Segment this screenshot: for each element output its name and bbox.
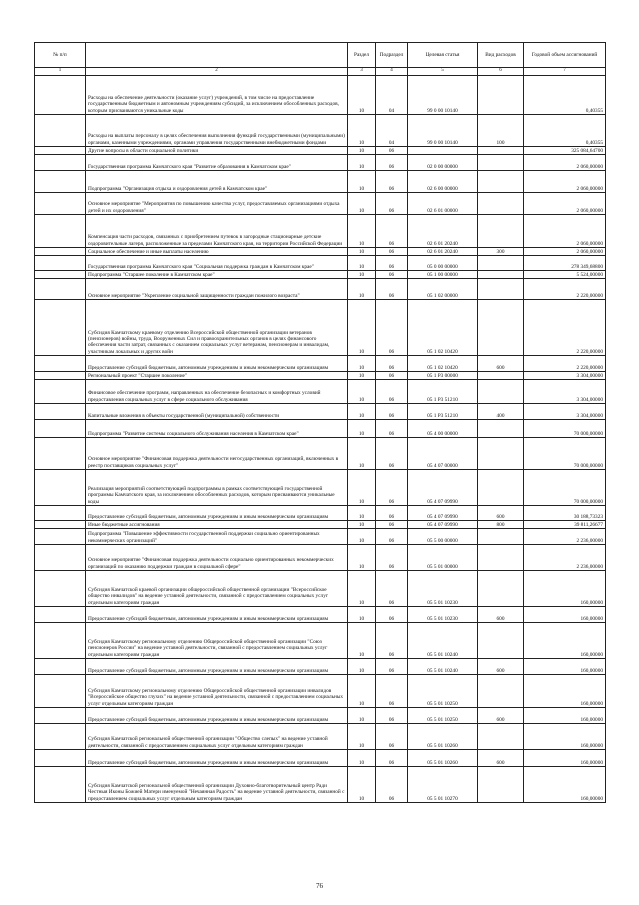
table-row [35, 147, 606, 155]
header-section: Раздел [348, 43, 376, 68]
row-name: Предоставление субсидий бюджетным, автономным учреждениям и иным некоммерческим организациям [86, 708, 348, 724]
row-exptype: 100 [478, 115, 524, 147]
row-target: 99 0 00 10140 [408, 115, 478, 147]
row-subsection: 06 [376, 724, 408, 750]
row-exptype [478, 529, 524, 545]
table-row [35, 76, 606, 115]
row-name: Подпрограмма "Старшее поколение в Камчатском крае" [86, 271, 348, 279]
row-number [35, 724, 86, 750]
row-name: Финансовое обеспечение программ, направленных на обеспечение безопасных и комфортных условий предоставления социальных услуг в сфере социального обслуживания [86, 380, 348, 404]
row-amount: 160,00000 [524, 571, 606, 607]
row-section: 10 [348, 147, 376, 155]
row-section: 10 [348, 372, 376, 380]
row-section: 10 [348, 404, 376, 420]
row-section: 10 [348, 420, 376, 438]
row-amount: 2 220,00000 [524, 300, 606, 356]
row-name: Иные бюджетные ассигнования [86, 521, 348, 529]
row-section: 10 [348, 545, 376, 571]
row-exptype [478, 380, 524, 404]
row-subsection: 04 [376, 76, 408, 115]
row-subsection: 06 [376, 300, 408, 356]
row-target: 02 6 00 00000 [408, 171, 478, 193]
row-subsection: 06 [376, 545, 408, 571]
row-name: Субсидия Камчатской региональной общественной организации Духовно-благотворительный центр Ради Честныя Иконы Божией Матери именуемой "Нечаянная Радость" на ведение уставной деятельности, связанной с предоставлением социальных услуг отдельным категориям граждан [86, 767, 348, 803]
row-target [408, 147, 478, 155]
row-subsection: 06 [376, 256, 408, 271]
table-row [35, 545, 606, 571]
row-number [35, 404, 86, 420]
row-exptype [478, 256, 524, 271]
row-section: 10 [348, 279, 376, 300]
row-section: 10 [348, 215, 376, 248]
budget-table-page [34, 42, 605, 803]
row-section: 10 [348, 248, 376, 256]
row-exptype [478, 545, 524, 571]
row-amount: 2 220,00000 [524, 356, 606, 372]
row-amount: 3 304,00000 [524, 372, 606, 380]
table-row [35, 750, 606, 767]
row-amount: 0,40355 [524, 115, 606, 147]
table-row [35, 420, 606, 438]
table-row [35, 372, 606, 380]
row-section: 10 [348, 623, 376, 659]
table-row [35, 470, 606, 506]
row-exptype [478, 372, 524, 380]
row-subsection: 06 [376, 470, 408, 506]
row-section: 10 [348, 767, 376, 803]
row-number [35, 380, 86, 404]
row-amount: 70 000,00000 [524, 470, 606, 506]
row-number [35, 675, 86, 708]
table-row [35, 300, 606, 356]
row-section: 10 [348, 506, 376, 521]
row-section: 10 [348, 521, 376, 529]
table-row [35, 279, 606, 300]
colnum-7: 7 [524, 68, 606, 76]
row-name: Субсидия Камчатскому региональному отделению Общероссийской общественной организации "Союз пенсионеров России" на ведение уставной деятельности, связанной с предоставлением социальных услуг отдельным категориям граждан [86, 623, 348, 659]
row-target: 05 1 02 10420 [408, 300, 478, 356]
table-row [35, 623, 606, 659]
table-row [35, 356, 606, 372]
row-target: 05 4 07 09990 [408, 506, 478, 521]
header-target: Целевая статья [408, 43, 478, 68]
row-name: Социальное обеспечение и иные выплаты населению [86, 248, 348, 256]
row-subsection: 06 [376, 607, 408, 623]
row-subsection: 06 [376, 271, 408, 279]
row-exptype [478, 675, 524, 708]
row-amount: 70 000,00000 [524, 438, 606, 470]
row-subsection: 06 [376, 171, 408, 193]
table-row [35, 724, 606, 750]
row-section: 10 [348, 724, 376, 750]
colnum-3: 3 [348, 68, 376, 76]
row-target: 05 5 01 10240 [408, 623, 478, 659]
table-row [35, 659, 606, 675]
row-exptype [478, 420, 524, 438]
row-name: Субсидия Камчатской краевой организации общероссийской общественной организации "Всероссийское общество инвалидов" на ведение уставной деятельности, связанной с предоставлением социальных услуг отдельным категориям граждан [86, 571, 348, 607]
row-target: 02 0 00 00000 [408, 155, 478, 171]
row-amount: 2 236,00000 [524, 545, 606, 571]
colnum-1: 1 [35, 68, 86, 76]
row-target: 05 5 01 10230 [408, 571, 478, 607]
row-number [35, 76, 86, 115]
row-exptype [478, 279, 524, 300]
row-number [35, 438, 86, 470]
row-number [35, 750, 86, 767]
row-exptype [478, 171, 524, 193]
row-subsection: 06 [376, 708, 408, 724]
table-row [35, 171, 606, 193]
row-amount: 160,00000 [524, 708, 606, 724]
row-target: 02 6 01 20240 [408, 248, 478, 256]
row-subsection: 06 [376, 521, 408, 529]
header-amount: Годовой объем ассигнований [524, 43, 606, 68]
row-exptype: 400 [478, 404, 524, 420]
table-row [35, 521, 606, 529]
row-subsection: 06 [376, 155, 408, 171]
row-target: 05 5 01 00000 [408, 545, 478, 571]
row-amount: 39 811,26677 [524, 521, 606, 529]
row-number [35, 623, 86, 659]
row-target: 05 4 00 00000 [408, 420, 478, 438]
row-amount: 160,00000 [524, 724, 606, 750]
row-target: 05 4 07 00000 [408, 438, 478, 470]
row-number [35, 420, 86, 438]
row-name: Капитальные вложения в объекты государственной (муниципальной) собственности [86, 404, 348, 420]
row-section: 10 [348, 76, 376, 115]
row-exptype: 600 [478, 708, 524, 724]
row-name: Предоставление субсидий бюджетным, автономным учреждениям и иным некоммерческим организациям [86, 659, 348, 675]
row-target: 05 5 00 00000 [408, 529, 478, 545]
row-exptype [478, 571, 524, 607]
row-number [35, 708, 86, 724]
row-number [35, 506, 86, 521]
row-exptype: 600 [478, 356, 524, 372]
row-amount: 2 220,00000 [524, 279, 606, 300]
row-amount: 160,00000 [524, 607, 606, 623]
row-section: 10 [348, 708, 376, 724]
row-subsection: 06 [376, 438, 408, 470]
row-subsection: 06 [376, 529, 408, 545]
row-exptype [478, 215, 524, 248]
row-name: Подпрограмма "Развитие системы социального обслуживания населения в Камчатском крае" [86, 420, 348, 438]
row-number [35, 545, 86, 571]
table-row [35, 193, 606, 215]
row-section: 10 [348, 356, 376, 372]
row-target: 99 0 00 10140 [408, 76, 478, 115]
row-target: 05 5 01 10270 [408, 767, 478, 803]
row-amount: 2 236,00000 [524, 529, 606, 545]
colnum-2: 2 [86, 68, 348, 76]
row-subsection: 04 [376, 115, 408, 147]
table-row [35, 571, 606, 607]
row-amount: 325 084,64700 [524, 147, 606, 155]
row-name: Субсидия Камчатскому региональному отделению Общероссийской общественной организации инвалидов "Всероссийское общество глухих" на ведение уставной деятельности, связанной с предоставлением социальных услуг отдельным категориям граждан [86, 675, 348, 708]
row-exptype [478, 438, 524, 470]
row-amount: 30 188,73323 [524, 506, 606, 521]
row-target: 05 0 00 00000 [408, 256, 478, 271]
row-target: 02 6 01 20240 [408, 215, 478, 248]
row-exptype: 600 [478, 607, 524, 623]
colnum-6: 6 [478, 68, 524, 76]
row-amount: 160,00000 [524, 750, 606, 767]
row-target: 05 5 01 10250 [408, 708, 478, 724]
row-section: 10 [348, 529, 376, 545]
row-number [35, 147, 86, 155]
row-amount: 2 060,00000 [524, 248, 606, 256]
row-subsection: 06 [376, 147, 408, 155]
row-exptype [478, 767, 524, 803]
row-section: 10 [348, 607, 376, 623]
table-row [35, 438, 606, 470]
row-exptype [478, 155, 524, 171]
row-section: 10 [348, 171, 376, 193]
row-subsection: 06 [376, 356, 408, 372]
table-body [35, 76, 606, 803]
row-subsection: 06 [376, 571, 408, 607]
header-exptype: Вид расходов [478, 43, 524, 68]
row-amount: 70 000,00000 [524, 420, 606, 438]
row-target: 05 5 01 10260 [408, 750, 478, 767]
row-target: 05 1 00 00000 [408, 271, 478, 279]
row-number [35, 215, 86, 248]
row-number [35, 529, 86, 545]
table-row [35, 215, 606, 248]
row-amount: 160,00000 [524, 659, 606, 675]
row-subsection: 06 [376, 623, 408, 659]
row-amount: 0,40355 [524, 76, 606, 115]
row-subsection: 06 [376, 506, 408, 521]
row-subsection: 06 [376, 372, 408, 380]
table-row [35, 708, 606, 724]
row-name: Подпрограмма "Повышение эффективности государственной поддержки социально ориентированных некоммерческих организаций" [86, 529, 348, 545]
row-exptype: 600 [478, 750, 524, 767]
row-name: Основное мероприятие "Укрепление социальной защищенности граждан пожилого возраста" [86, 279, 348, 300]
row-target: 05 5 01 10240 [408, 659, 478, 675]
row-exptype: 600 [478, 659, 524, 675]
row-subsection: 06 [376, 767, 408, 803]
table-row [35, 404, 606, 420]
row-target: 05 5 01 10250 [408, 675, 478, 708]
row-name: Государственная программа Камчатского края "Социальная поддержка граждан в Камчатском крае" [86, 256, 348, 271]
row-name: Другие вопросы в области социальной политики [86, 147, 348, 155]
table-row [35, 380, 606, 404]
row-name: Государственная программа Камчатского края "Развитие образования в Камчатском крае" [86, 155, 348, 171]
row-number [35, 300, 86, 356]
row-number [35, 356, 86, 372]
row-section: 10 [348, 115, 376, 147]
row-number [35, 155, 86, 171]
row-subsection: 06 [376, 750, 408, 767]
row-target: 05 4 07 09990 [408, 470, 478, 506]
row-amount: 160,00000 [524, 623, 606, 659]
row-name: Реализация мероприятий соответствующей подпрограммы в рамках соответствующей государственной программы Камчатского края, за исключением обособленных расходов, которым присваиваются уникальные коды [86, 470, 348, 506]
row-amount: 160,00000 [524, 675, 606, 708]
row-amount: 2 060,00000 [524, 171, 606, 193]
row-number [35, 470, 86, 506]
header-num: № п/п [35, 43, 86, 68]
row-subsection: 06 [376, 420, 408, 438]
row-exptype: 600 [478, 506, 524, 521]
row-exptype [478, 300, 524, 356]
row-target: 05 1 P3 00000 [408, 372, 478, 380]
row-subsection: 06 [376, 380, 408, 404]
row-exptype: 300 [478, 248, 524, 256]
row-name: Предоставление субсидий бюджетным, автономным учреждениям и иным некоммерческим организациям [86, 607, 348, 623]
row-name: Региональный проект "Старшее поколение" [86, 372, 348, 380]
table-row [35, 155, 606, 171]
row-number [35, 372, 86, 380]
row-subsection: 06 [376, 404, 408, 420]
row-name: Расходы на выплаты персоналу в целях обеспечения выполнения функций государственными (муниципальными) органами, казенными учреждениями, органами управления государственными внебюджетными фондами [86, 115, 348, 147]
table-row [35, 767, 606, 803]
row-name: Субсидия Камчатской региональной общественной организации "Общество слепых" на ведение уставной деятельности, связанной с предоставлением социальных услуг отдельным категориям граждан [86, 724, 348, 750]
row-section: 10 [348, 271, 376, 279]
row-subsection: 06 [376, 279, 408, 300]
row-exptype [478, 193, 524, 215]
table-row [35, 607, 606, 623]
row-section: 10 [348, 438, 376, 470]
row-section: 10 [348, 470, 376, 506]
row-exptype [478, 76, 524, 115]
row-name: Компенсация части расходов, связанных с приобретением путевок в загородные стационарные детские оздоровительные лагеря, расположенные за пределами Камчатского края, на территории Российской Федерации [86, 215, 348, 248]
row-subsection: 06 [376, 675, 408, 708]
row-amount: 5 524,00000 [524, 271, 606, 279]
row-subsection: 06 [376, 193, 408, 215]
column-number-row [35, 68, 606, 76]
row-exptype [478, 271, 524, 279]
row-target: 05 1 02 00000 [408, 279, 478, 300]
budget-table [34, 42, 606, 803]
row-exptype: 800 [478, 521, 524, 529]
colnum-5: 5 [408, 68, 478, 76]
row-target: 05 1 P3 51210 [408, 380, 478, 404]
row-target: 05 1 02 10420 [408, 356, 478, 372]
row-number [35, 571, 86, 607]
row-exptype [478, 724, 524, 750]
row-amount: 3 304,00000 [524, 380, 606, 404]
row-amount: 2 060,00000 [524, 215, 606, 248]
row-subsection: 06 [376, 248, 408, 256]
row-target: 05 5 01 10260 [408, 724, 478, 750]
colnum-4: 4 [376, 68, 408, 76]
header-row [35, 43, 606, 68]
row-number [35, 193, 86, 215]
row-name: Предоставление субсидий бюджетным, автономным учреждениям и иным некоммерческим организациям [86, 506, 348, 521]
row-section: 10 [348, 750, 376, 767]
table-row [35, 506, 606, 521]
row-number [35, 271, 86, 279]
row-section: 10 [348, 155, 376, 171]
row-section: 10 [348, 256, 376, 271]
row-amount: 278 349,68800 [524, 256, 606, 271]
row-target: 05 5 01 10230 [408, 607, 478, 623]
row-number [35, 115, 86, 147]
row-subsection: 06 [376, 215, 408, 248]
row-name: Предоставление субсидий бюджетным, автономным учреждениям и иным некоммерческим организациям [86, 750, 348, 767]
row-exptype [478, 147, 524, 155]
header-subsection: Подраздел [376, 43, 408, 68]
row-number [35, 171, 86, 193]
table-row [35, 256, 606, 271]
row-target: 05 4 07 09990 [408, 521, 478, 529]
row-name: Субсидия Камчатскому краевому отделению Всероссийской общественной организации ветеранов (пенсионеров) войны, труда, Вооруженных Сил и правоохранительных органов в целях финансового обеспечения части затрат, связанных с оказанием социальных услуг ветеранам, пенсионерам и инвалидам, участникам локальных и других войн [86, 300, 348, 356]
row-section: 10 [348, 675, 376, 708]
row-section: 10 [348, 659, 376, 675]
row-amount: 160,00000 [524, 767, 606, 803]
table-row [35, 271, 606, 279]
row-amount: 2 060,00000 [524, 155, 606, 171]
row-name: Подпрограмма "Организация отдыха и оздоровления детей в Камчатском крае" [86, 171, 348, 193]
row-number [35, 256, 86, 271]
row-target: 02 6 01 00000 [408, 193, 478, 215]
row-name: Предоставление субсидий бюджетным, автономным учреждениям и иным некоммерческим организациям [86, 356, 348, 372]
row-number [35, 607, 86, 623]
row-number [35, 248, 86, 256]
table-row [35, 529, 606, 545]
row-number [35, 659, 86, 675]
row-exptype [478, 623, 524, 659]
row-name: Основное мероприятие "Финансовая поддержка деятельности негосударственных организаций, включенных в реестр поставщиков социальных услуг" [86, 438, 348, 470]
table-row [35, 115, 606, 147]
row-number [35, 521, 86, 529]
page-number: 76 [316, 882, 323, 890]
row-exptype [478, 470, 524, 506]
table-row [35, 248, 606, 256]
header-name [86, 43, 348, 68]
row-number [35, 767, 86, 803]
row-amount: 2 060,00000 [524, 193, 606, 215]
row-name: Основное мероприятие "Мероприятия по повышению качества услуг, предоставляемых организациями отдыха детей и их оздоровления" [86, 193, 348, 215]
row-section: 10 [348, 380, 376, 404]
row-name: Основное мероприятие "Финансовая поддержка деятельности социально ориентированных некоммерческих организаций по оказанию поддержки граждан в социальной сфере" [86, 545, 348, 571]
row-section: 10 [348, 300, 376, 356]
row-amount: 3 304,00000 [524, 404, 606, 420]
row-section: 10 [348, 571, 376, 607]
row-subsection: 06 [376, 659, 408, 675]
row-target: 05 1 P3 51210 [408, 404, 478, 420]
row-name: Расходы на обеспечение деятельности (оказание услуг) учреждений, в том числе на предоставление государственным бюджетным и автономным учреждениям субсидий, за исключением обособленных расходов, которым присваиваются уникальные коды [86, 76, 348, 115]
table-row [35, 675, 606, 708]
row-section: 10 [348, 193, 376, 215]
row-number [35, 279, 86, 300]
